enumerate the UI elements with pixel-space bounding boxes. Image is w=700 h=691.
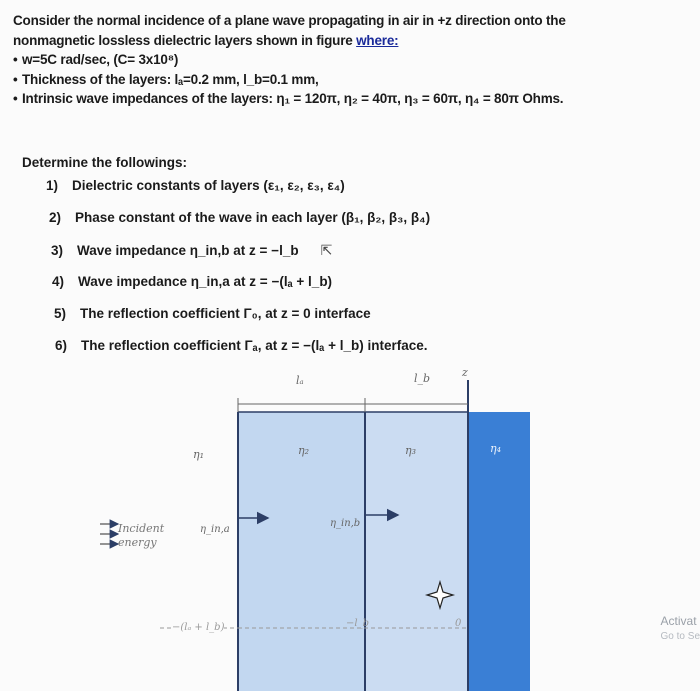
- tasks-heading: Determine the followings:: [22, 155, 188, 170]
- task-list: [46, 178, 430, 370]
- bullet-dot-icon: •: [13, 91, 18, 106]
- task-item-3: [51, 242, 430, 274]
- label-eta4: η₄: [490, 442, 501, 455]
- bullet-dot-icon: •: [13, 71, 18, 87]
- label-eta2: η₂: [298, 444, 309, 457]
- task-text: Dielectric constants of layers (ε₁, ε₂, ε₃, ε₄): [72, 178, 345, 193]
- layer-3-region: [365, 412, 468, 691]
- label-z-minus-lb: −l_b: [346, 618, 369, 629]
- bullet-impedances-text: Intrinsic wave impedances of the layers: η₁ = 120π, η₂ = 40π, η₃ = 60π, η₄ = 80π Ohms.: [22, 91, 564, 106]
- bullet-thickness-text: Thickness of the layers: lₐ=0.2 mm, l_b=0.1 mm,: [22, 71, 319, 87]
- task-number: 4): [52, 274, 65, 289]
- label-z-axis: z: [462, 366, 468, 379]
- intro-line-2: [13, 31, 683, 51]
- task-item-1: [46, 178, 430, 210]
- layer-figure: [0, 360, 700, 691]
- task-item-2: [49, 210, 430, 242]
- bullet-omega: [13, 50, 683, 70]
- label-z-zero: 0: [455, 618, 462, 629]
- intro-line-1: Consider the normal incidence of a plane wave propagating in air in +z direction onto the: [13, 13, 566, 28]
- label-la: lₐ: [296, 374, 304, 387]
- task-text: The reflection coefficient Γₐ, at z = −(lₐ + l_b) interface.: [81, 338, 428, 353]
- bullet-dot-icon: •: [13, 52, 18, 67]
- label-eta-in-b: η_in,b: [330, 518, 361, 529]
- incident-energy-label: Incident energy: [118, 522, 165, 549]
- task-text: Wave impedance η_in,b at z = −l_b: [77, 243, 299, 258]
- label-eta-in-a: η_in,a: [200, 524, 230, 535]
- label-z-minus-la-lb: −(lₐ + l_b): [172, 622, 225, 633]
- problem-intro: [13, 11, 683, 109]
- bullet-thickness: [13, 70, 683, 90]
- activate-windows-watermark: [661, 614, 700, 644]
- task-number: 6): [55, 338, 68, 353]
- bullet-impedances: [13, 89, 683, 109]
- task-text: Wave impedance η_in,a at z = −(lₐ + l_b): [78, 274, 333, 289]
- task-item-4: [52, 274, 430, 306]
- task-text: The reflection coefficient Γ₀, at z = 0 interface: [80, 306, 371, 321]
- where-link[interactable]: where:: [356, 32, 399, 48]
- task-item-5: [54, 306, 430, 338]
- task-text: Phase constant of the wave in each layer (β₁, β₂, β₃, β₄): [75, 210, 431, 225]
- label-lb: l_b: [414, 372, 431, 385]
- mouse-pointer-icon: ⇱: [320, 242, 333, 258]
- task-number: 1): [46, 178, 59, 193]
- intro-line-2-text: nonmagnetic lossless dielectric layers shown in figure: [13, 32, 357, 48]
- watermark-line-1: Activat: [660, 614, 697, 628]
- task-number: 2): [49, 210, 62, 225]
- bullet-omega-text: w=5C rad/sec, (C= 3x10⁸): [22, 52, 179, 67]
- task-number: 5): [54, 306, 67, 321]
- label-eta1: η₁: [193, 448, 204, 461]
- task-number: 3): [51, 243, 64, 258]
- watermark-line-2: Go to Se: [660, 631, 700, 642]
- label-eta3: η₃: [405, 444, 416, 457]
